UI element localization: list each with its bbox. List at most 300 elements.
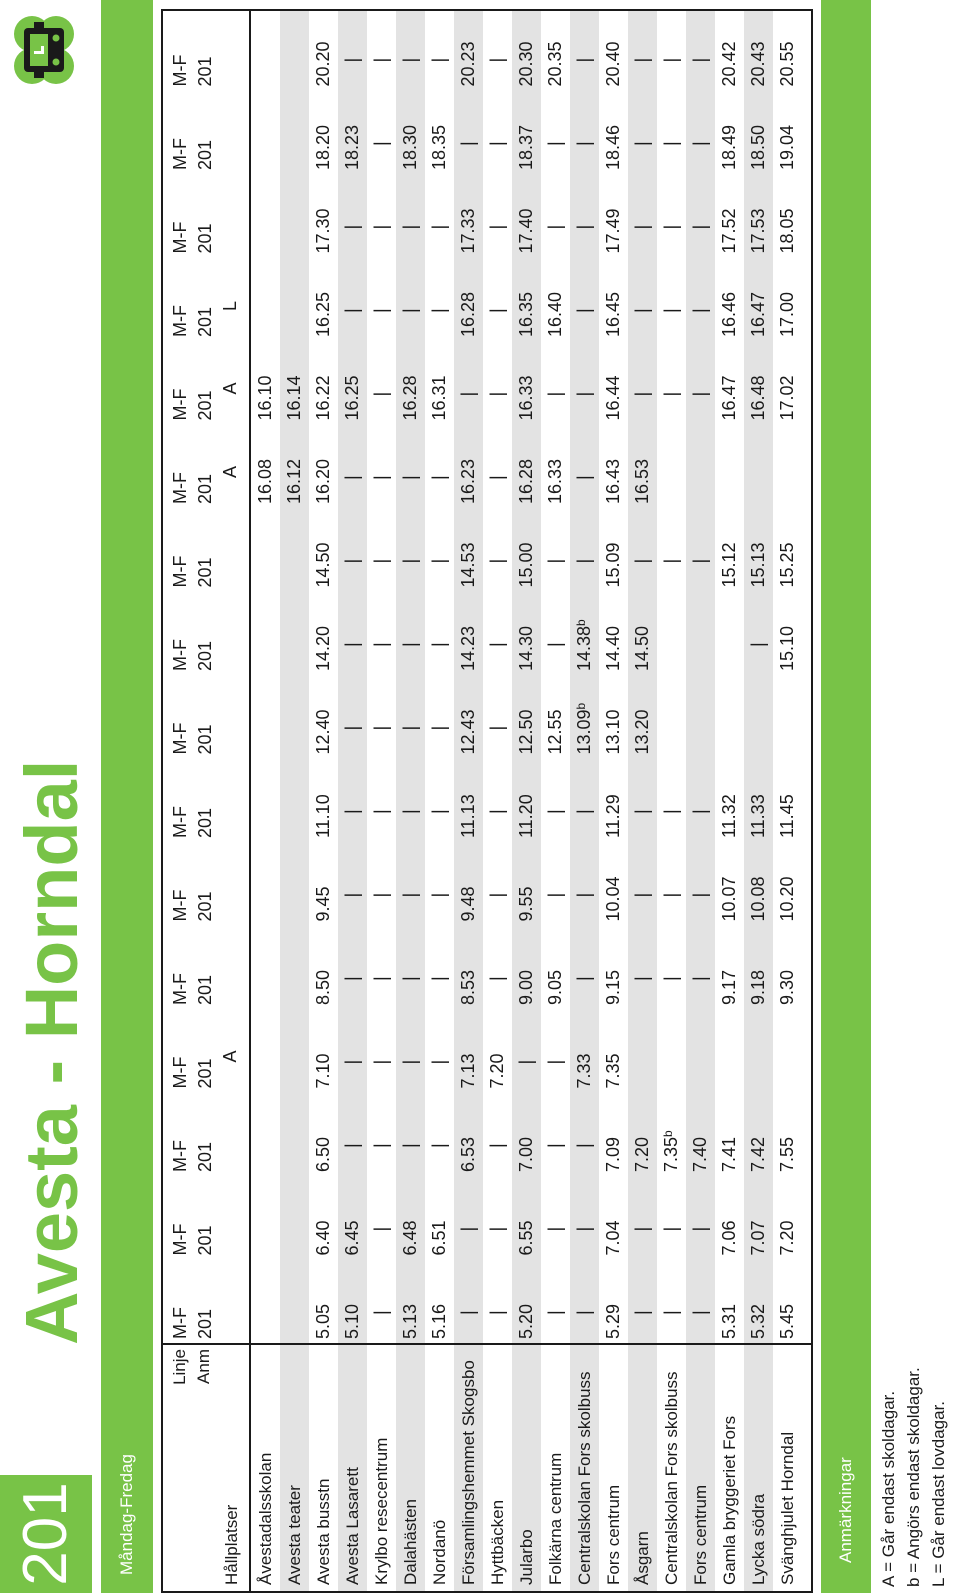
note-item: L = Går endast lovdagar. [929,1400,948,1587]
trip-days: M-F [170,806,190,838]
trip-line: 201 [195,974,215,1005]
time-cell: | [342,558,362,564]
time-cell: | [342,1143,362,1148]
time-cell: 8.50 [313,969,333,1005]
time-cell: | [342,224,362,230]
trip-days: M-F [170,555,190,588]
time-cell: | [371,57,391,63]
stop-name: Gamla bryggeriet Fors [720,1415,739,1585]
time-cell: 15.00 [516,542,536,588]
table-row [454,11,483,1591]
table-row [512,11,541,1591]
table-row [367,11,396,1591]
time-cell: 7.13 [458,1053,478,1089]
time-cell: 20.43 [748,41,768,87]
time-cell: 16.47 [719,375,739,421]
trip-line: 201 [195,640,215,671]
time-cell: | [487,141,507,146]
time-cell: 18.35 [429,124,449,170]
time-cell: | [574,475,594,480]
time-cell: | [661,809,681,814]
time-cell: | [371,1310,391,1315]
time-cell: 9.18 [748,969,768,1005]
time-cell: 16.40 [545,291,565,337]
time-cell: 10.04 [603,876,623,922]
time-cell: | [371,1226,391,1232]
time-cell: 5.20 [516,1303,536,1339]
line-label: Linje [170,1349,189,1385]
time-cell: | [487,725,507,731]
time-cell: 14.50 [313,542,333,588]
table-row [483,11,512,1591]
time-cell: 14.40 [603,625,623,671]
table-row [744,11,773,1591]
time-cell: | [661,308,681,313]
time-cell: 16.47 [748,291,768,337]
time-cell: | [574,1226,594,1232]
stop-name: Hyttbäcken [488,1499,507,1585]
time-cell: | [342,642,362,647]
time-cell: 9.45 [313,886,333,922]
time-cell: 7.42 [748,1136,768,1172]
time-cell: | [342,308,362,313]
time-cell: 16.28 [516,458,536,504]
time-cell: 18.23 [342,124,362,170]
time-cell: 11.13 [458,794,478,838]
time-cell: | [487,475,507,480]
time-cell: 17.02 [777,375,797,421]
time-cell: 16.25 [313,291,333,337]
time-cell: | [429,224,449,230]
time-cell: | [487,1226,507,1232]
time-cell: | [429,1143,449,1148]
time-cell: 5.45 [777,1303,797,1339]
time-cell: 15.25 [777,542,797,588]
trip-days: M-F [170,138,190,170]
table-row [396,11,425,1591]
time-cell: 7.35 [603,1053,623,1089]
time-cell: 16.20 [313,458,333,504]
time-cell: | [487,642,507,647]
time-cell: 7.35$^b$ [661,1130,681,1172]
time-cell: 16.33 [516,375,536,421]
table-row [338,11,367,1591]
trip-remark: A [220,465,240,478]
time-cell: 7.09 [603,1136,623,1172]
time-cell: 18.05 [777,208,797,254]
time-cell: 16.25 [342,375,362,421]
time-cell: | [400,642,420,647]
remark-marker: b [661,1130,675,1137]
time-cell: 18.37 [516,124,536,170]
note-item: A = Går endast skoldagar. [879,1390,898,1587]
time-cell: | [371,475,391,480]
time-cell: | [429,475,449,480]
time-cell: | [632,558,652,564]
time-cell: 18.50 [748,124,768,170]
time-cell: 5.13 [400,1303,420,1339]
time-cell: 10.20 [777,876,797,922]
time-cell: | [574,141,594,146]
stop-name: Församlingshemmet Skogsbo [459,1360,478,1585]
trip-days: M-F [170,388,190,421]
time-cell: 16.33 [545,458,565,504]
stop-name: Avesta Lasarett [343,1467,362,1585]
time-cell: | [429,308,449,313]
time-cell: 16.14 [284,375,304,421]
trip-days: M-F [170,1056,190,1089]
stop-name: Fors centrum [604,1484,623,1585]
stop-name: Centralskolan Fors skolbuss [575,1371,594,1585]
time-cell: 14.53 [458,542,478,588]
trip-line: 201 [195,56,215,87]
trip-line: 201 [195,1225,215,1256]
time-cell: 12.40 [313,709,333,755]
time-cell: 11.29 [603,794,623,838]
time-cell: | [661,57,681,63]
time-cell: 11.33 [748,794,768,838]
time-cell: | [487,1310,507,1315]
table-row [686,11,715,1591]
time-cell: 11.45 [777,794,797,838]
time-cell: 7.06 [719,1220,739,1256]
time-cell: 6.51 [429,1220,449,1256]
time-cell: | [661,1226,681,1232]
time-cell: | [690,976,710,981]
time-cell: | [429,976,449,981]
time-cell: 17.33 [458,208,478,254]
time-cell: 13.20 [632,709,652,755]
time-cell: | [748,642,768,647]
time-cell: | [429,809,449,814]
remark-marker: b [574,702,588,710]
time-cell: 15.13 [748,542,768,588]
time-cell: | [400,892,420,898]
time-cell: 9.15 [603,969,623,1005]
stop-name: Krylbo resecentrum [372,1437,391,1585]
time-cell: 17.40 [516,208,536,254]
time-cell: | [400,1059,420,1065]
time-cell: 14.38$^b$ [574,619,594,671]
table-row [773,11,802,1591]
time-cell: 5.16 [429,1303,449,1339]
stop-header: Hållplatser [222,1504,241,1585]
trip-line: 201 [195,390,215,421]
time-cell: 20.35 [545,41,565,87]
trip-days: M-F [170,639,190,671]
time-cell: | [342,892,362,898]
remark-label: Anm [194,1349,213,1384]
time-cell: | [516,1059,536,1065]
remark-marker: b [574,619,588,626]
time-cell: 5.29 [603,1303,623,1339]
time-cell: 12.50 [516,709,536,755]
time-cell: 17.52 [719,208,739,254]
time-cell: 16.46 [719,291,739,337]
time-cell: | [400,1143,420,1148]
table-row [657,11,686,1591]
time-cell: 9.30 [777,969,797,1005]
trip-days: M-F [170,1307,190,1339]
time-cell: 9.48 [458,886,478,922]
table-row [599,11,628,1591]
time-cell: | [545,1310,565,1315]
time-cell: | [371,1143,391,1148]
time-cell: | [371,391,391,397]
time-cell: | [400,558,420,564]
time-cell: 17.49 [603,208,623,254]
stop-name: Åvestadalsskolan [256,1452,275,1585]
time-cell: | [661,391,681,397]
trip-days: M-F [170,973,190,1005]
time-cell: | [342,475,362,480]
route-number-badge [0,1475,92,1593]
time-cell: | [371,976,391,981]
time-cell: | [690,141,710,146]
time-cell: 5.05 [313,1303,333,1339]
table-row [309,11,338,1591]
time-cell: 15.09 [603,542,623,588]
time-cell: 9.00 [516,969,536,1005]
time-cell: | [487,57,507,63]
time-cell: 7.40 [690,1136,710,1172]
time-cell: 6.48 [400,1220,420,1256]
time-cell: 16.45 [603,291,623,337]
time-cell: | [574,1310,594,1315]
time-cell: 15.10 [777,625,797,671]
time-cell: | [632,1226,652,1232]
time-cell: | [574,1143,594,1148]
time-cell: | [487,892,507,898]
note-item: b = Angörs endast skoldagar. [904,1367,923,1587]
time-cell: 16.28 [400,375,420,421]
time-cell: | [400,57,420,63]
time-cell: | [342,57,362,63]
time-cell: | [545,1226,565,1232]
time-cell: | [690,1310,710,1315]
time-cell: 13.10 [603,709,623,755]
time-cell: | [690,308,710,313]
trip-line: 201 [195,557,215,588]
time-cell: | [371,809,391,814]
notes-band [821,0,871,1593]
time-cell: 6.53 [458,1136,478,1172]
time-cell: 7.10 [313,1053,333,1089]
trip-days: M-F [170,889,190,922]
time-cell: 7.07 [748,1220,768,1256]
trip-days: M-F [170,722,190,755]
time-cell: 7.00 [516,1136,536,1172]
stop-name: Jularbo [517,1529,536,1585]
time-cell: 12.55 [545,709,565,755]
time-cell: 20.20 [313,41,333,87]
time-cell: | [661,224,681,230]
trip-line: 201 [195,724,215,755]
time-cell: | [487,809,507,814]
time-cell: 16.44 [603,375,623,421]
time-cell: 7.33 [574,1053,594,1089]
time-cell: | [458,141,478,146]
header-divider [249,11,251,1591]
time-cell: 20.23 [458,41,478,87]
time-cell: 5.10 [342,1303,362,1339]
time-cell: 14.23 [458,625,478,671]
table-row [425,11,454,1591]
time-cell: 12.43 [458,709,478,755]
time-cell: | [661,976,681,981]
time-cell: 6.50 [313,1136,333,1172]
trip-days: M-F [170,1140,190,1172]
time-cell: | [371,558,391,564]
time-cell: 7.41 [719,1136,739,1172]
time-cell: | [632,976,652,981]
trip-days: M-F [170,221,190,254]
time-cell: 5.31 [719,1303,739,1339]
time-cell: 7.04 [603,1220,623,1256]
stop-name: Nordanö [430,1519,449,1585]
time-cell: | [371,308,391,313]
trip-remark: A [220,1050,240,1063]
time-cell: | [400,809,420,814]
time-cell: | [545,892,565,898]
time-cell: | [661,558,681,564]
time-cell: | [690,391,710,397]
time-cell: 7.20 [632,1136,652,1172]
stop-name: Åsgarn [633,1531,652,1585]
time-cell: | [574,57,594,63]
time-cell: | [400,224,420,230]
time-cell: | [690,809,710,814]
timetable [161,9,813,1593]
time-cell: 16.43 [603,458,623,504]
time-cell: | [632,57,652,63]
time-cell: 9.17 [719,969,739,1005]
time-cell: | [400,308,420,313]
stop-name: Avesta teater [285,1485,304,1585]
time-cell: | [487,558,507,564]
table-row [715,11,744,1591]
time-cell: 14.30 [516,625,536,671]
time-cell: 11.32 [719,794,739,838]
time-cell: | [487,308,507,313]
stop-name: Dalahästen [401,1498,420,1585]
time-cell: | [429,642,449,647]
trip-line: 201 [195,807,215,838]
time-cell: | [371,224,391,230]
time-cell: | [690,558,710,564]
page-title: Avesta - Horndal [10,759,93,1345]
time-cell: | [429,558,449,564]
trip-days: M-F [170,1223,190,1256]
time-cell: | [574,976,594,981]
time-cell: 13.09$^b$ [574,702,594,755]
trip-line: 201 [195,891,215,922]
table-row [280,11,309,1591]
time-cell: | [574,892,594,898]
trip-remark: L [220,300,240,311]
time-cell: | [371,1059,391,1065]
table-row [628,11,657,1591]
time-cell: 15.12 [719,542,739,588]
time-cell: 17.53 [748,208,768,254]
time-cell: | [661,892,681,898]
time-cell: | [545,642,565,647]
time-cell: 17.30 [313,208,333,254]
time-cell: | [574,224,594,230]
stop-name: Avesta busstn [314,1478,333,1585]
time-cell: | [545,224,565,230]
time-cell: | [545,809,565,814]
time-cell: 6.40 [313,1220,333,1256]
stop-name: Svänghjulet Horndal [778,1431,797,1585]
time-cell: | [458,1226,478,1232]
time-cell: | [342,1059,362,1065]
time-cell: | [400,725,420,731]
trip-line: 201 [195,1141,215,1172]
time-cell: 11.20 [516,794,536,838]
time-cell: 14.20 [313,625,333,671]
time-cell: 16.23 [458,458,478,504]
time-cell: | [400,976,420,981]
time-cell: 7.20 [487,1053,507,1089]
time-cell: 18.30 [400,124,420,170]
time-cell: 10.07 [719,876,739,922]
time-cell: 16.53 [632,458,652,504]
table-row [541,11,570,1591]
trip-line: 201 [195,1308,215,1339]
stop-name: Folkärna centrum [546,1452,565,1585]
time-cell: | [574,809,594,814]
time-cell: 19.04 [777,124,797,170]
time-cell: | [661,1310,681,1315]
time-cell: | [545,391,565,397]
stop-name: Centralskolan Fors skolbuss [662,1371,681,1585]
time-cell: 8.53 [458,969,478,1005]
days-band [101,0,153,1593]
time-cell: | [400,475,420,480]
time-cell: | [574,391,594,397]
days-label: Måndag-Fredag [117,1454,136,1575]
time-cell: 20.30 [516,41,536,87]
time-cell: | [545,558,565,564]
time-cell: 16.08 [255,458,275,504]
time-cell: 6.45 [342,1220,362,1256]
stop-name: Lycka södra [749,1493,768,1585]
time-cell: | [574,558,594,564]
time-cell: 7.20 [777,1220,797,1256]
table-row [251,11,280,1591]
time-cell: 16.48 [748,375,768,421]
time-cell: | [545,1143,565,1148]
trip-remark: A [220,382,240,395]
time-cell: | [487,976,507,981]
trip-days: M-F [170,472,190,504]
notes-heading: Anmärkningar [836,1457,855,1563]
column-divider [163,1343,811,1345]
time-cell: 18.20 [313,124,333,170]
time-cell: 11.10 [313,794,333,838]
time-cell: | [632,892,652,898]
trip-line: 201 [195,139,215,170]
time-cell: 9.55 [516,886,536,922]
time-cell: | [545,1059,565,1065]
trip-line: 201 [195,223,215,254]
time-cell: 14.50 [632,625,652,671]
time-cell: 16.10 [255,375,275,421]
time-cell: 5.32 [748,1303,768,1339]
time-cell: 16.12 [284,458,304,504]
trip-days: M-F [170,305,190,337]
